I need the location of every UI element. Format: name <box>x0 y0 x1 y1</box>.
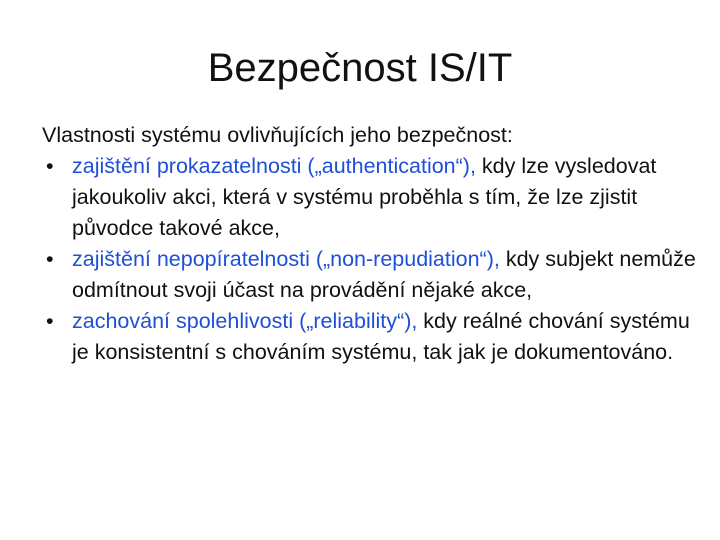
bullet-icon: • <box>46 309 54 333</box>
bullet-text: kdy lze vysledovat jakoukoliv akci, která v systému proběhla s tím, že lze zjistit původce takové akce, <box>72 154 657 240</box>
slide-content <box>42 120 702 368</box>
bullet-text: kdy reálné chování systému je konsistentní s chováním systému, tak jak je dokumentováno. <box>72 309 690 364</box>
intro-text: Vlastnosti systému ovlivňujících jeho bezpečnost: <box>42 123 513 147</box>
bullet-term: zajištění prokazatelnosti („authentication“), <box>72 154 476 178</box>
bullet-icon: • <box>46 154 54 178</box>
list-item <box>42 244 702 306</box>
list-item <box>42 151 702 244</box>
bullet-term: zajištění nepopíratelnosti („non-repudiation“), <box>72 247 500 271</box>
bullet-icon: • <box>46 247 54 271</box>
bullet-text: kdy subjekt nemůže odmítnout svoji účast na provádění nějaké akce, <box>72 247 696 302</box>
list-item <box>42 306 702 368</box>
slide-title: Bezpečnost IS/IT <box>207 46 513 90</box>
bullet-list <box>42 151 702 368</box>
bullet-term: zachování spolehlivosti („reliability“), <box>72 309 418 333</box>
